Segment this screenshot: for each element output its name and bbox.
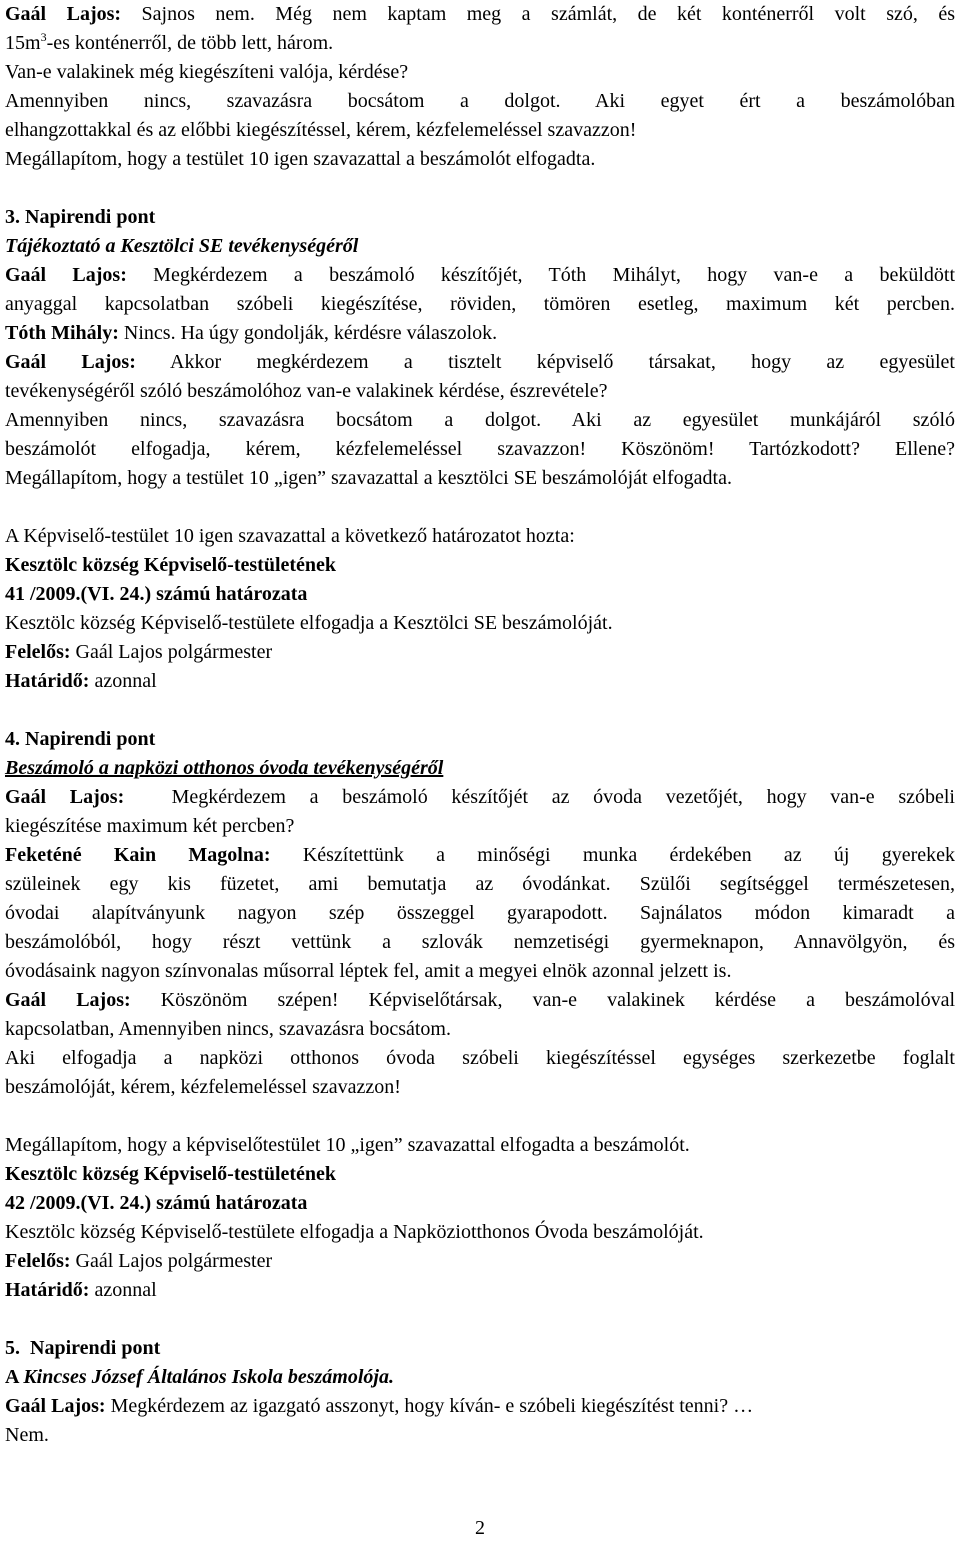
s4-p3-line-1: Gaál Lajos: Köszönöm szépen! Képviselőtársak, van-e valakinek kérdése a beszámolóval: [5, 989, 956, 1011]
s4-p3-line-3: Aki elfogadja a napközi otthonos óvoda szóbeli kiegészítéssel egységes szerkezetbe foglalt: [5, 1047, 955, 1069]
section-3-subtitle: Tájékoztató a Kesztölci SE tevékenységéről: [5, 235, 359, 257]
s3-resolution-text: Kesztölc község Képviselő-testülete elfogadja a Kesztölci SE beszámolóját.: [5, 612, 613, 634]
s4-p2-line-2: szüleinek egy kis füzetet, ami bemutatja az óvodánkat. Szülői segítséggel természetesen,: [5, 873, 955, 895]
s4-resolution-body: Kesztölc község Képviselő-testületének: [5, 1163, 337, 1185]
s4-p3-line-4: beszámolóját, kérem, kézfelemeléssel szavazzon!: [5, 1076, 401, 1098]
s4-p4: Megállapítom, hogy a képviselőtestület 10 „igen” szavazattal elfogadta a beszámolót.: [5, 1134, 690, 1156]
s4-p3-line-2: kapcsolatban, Amennyiben nincs, szavazásra bocsátom.: [5, 1018, 451, 1040]
section-5-subtitle: A Kincses József Általános Iskola beszámolója.: [5, 1366, 394, 1388]
s3-p1-line-1: Gaál Lajos: Megkérdezem a beszámoló készítőjét, Tóth Mihályt, hogy van-e a beküldött: [5, 264, 955, 286]
top-line-3: Van-e valakinek még kiegészíteni valója, kérdése?: [5, 61, 409, 83]
s4-resolution-number: 42 /2009.(VI. 24.) számú határozata: [5, 1192, 308, 1214]
s3-p1-line-2: anyaggal kapcsolatban szóbeli kiegészítése, röviden, tömören esetleg, maximum két percben.: [5, 293, 955, 315]
top-line-2: $15m^3-es$ konténerről, de több lett, három.: [5, 30, 334, 54]
s4-p1-line-2: kiegészítése maximum két percben?: [5, 815, 295, 837]
s4-p2-line-4: beszámolóból, hogy részt vettünk a szlovák nemzetiségi gyermeknapon, Annavölgyön, és: [5, 931, 955, 953]
s3-responsible: Felelős: Gaál Lajos polgármester: [5, 641, 273, 663]
speaker-name: Gaál Lajos:: [5, 786, 125, 808]
speaker-name: Gaál Lajos:: [5, 264, 127, 286]
section-4-heading: 4. Napirendi pont: [5, 728, 156, 750]
top-line-4: Amennyiben nincs, szavazásra bocsátom a dolgot. Aki egyet ért a beszámolóban: [5, 90, 955, 112]
s3-p3-line-4: beszámolót elfogadja, kérem, kézfelemeléssel szavazzon! Köszönöm! Tartózkodott? Ellene?: [5, 438, 955, 460]
s3-resolution-number: 41 /2009.(VI. 24.) számú határozata: [5, 583, 308, 605]
speaker-name: Gaál Lajos:: [5, 3, 122, 25]
s3-p3-line-1: Gaál Lajos: Akkor megkérdezem a tisztelt képviselő társakat, hogy az egyesület: [5, 351, 955, 373]
s4-p2-line-1: Feketéné Kain Magolna: Készítettünk a minőségi munka érdekében az új gyerekek: [5, 844, 955, 866]
page-number: 2: [475, 1517, 485, 1539]
speaker-name: Gaál Lajos:: [5, 351, 136, 373]
s4-resolution-text: Kesztölc község Képviselő-testülete elfogadja a Napköziotthonos Óvoda beszámolóját.: [5, 1221, 704, 1243]
s4-deadline: Határidő: azonnal: [5, 1279, 157, 1301]
s5-p1-line-2: Nem.: [5, 1424, 49, 1446]
speaker-name: Feketéné Kain Magolna:: [5, 844, 271, 866]
section-4-subtitle: Beszámoló a napközi otthonos óvoda tevékenységéről: [5, 757, 444, 779]
speaker-name: Tóth Mihály:: [5, 322, 119, 344]
s4-p1-line-1: Gaál Lajos: Megkérdezem a beszámoló készítőjét az óvoda vezetőjét, hogy van-e szóbeli: [5, 786, 955, 808]
s3-p3-line-2: tevékenységéről szóló beszámolóhoz van-e valakinek kérdése, észrevétele?: [5, 380, 608, 402]
top-line-1: Gaál Lajos: Sajnos nem. Még nem kaptam meg a számlát, de két konténerről volt szó, és: [5, 3, 956, 25]
s4-p2-line-5: óvodásaink nagyon színvonalas műsorral léptek fel, amit a megyei elnök azonnal jelzett is.: [5, 960, 732, 982]
speaker-name: Gaál Lajos:: [5, 1395, 106, 1417]
s3-p2: Tóth Mihály: Nincs. Ha úgy gondolják, kérdésre válaszolok.: [5, 322, 498, 344]
speaker-name: Gaál Lajos:: [5, 989, 131, 1011]
top-line-5: elhangzottakkal és az előbbi kiegészítéssel, kérem, kézfelemeléssel szavazzon!: [5, 119, 637, 141]
s4-p2-line-3: óvodai alapítványunk nagyon szép összeggel gyarapodott. Sajnálatos módon kimaradt a: [5, 902, 955, 924]
top-line-6: Megállapítom, hogy a testület 10 igen szavazattal a beszámolót elfogadta.: [5, 148, 596, 170]
s3-deadline: Határidő: azonnal: [5, 670, 157, 692]
section-3-heading: 3. Napirendi pont: [5, 206, 156, 228]
s3-p3-line-5: Megállapítom, hogy a testület 10 „igen” szavazattal a kesztölci SE beszámolóját elfogadta.: [5, 467, 732, 489]
s4-responsible: Felelős: Gaál Lajos polgármester: [5, 1250, 273, 1272]
s5-p1-line-1: Gaál Lajos: Megkérdezem az igazgató asszonyt, hogy kíván- e szóbeli kiegészítést tenni? …: [5, 1395, 754, 1417]
section-5-heading: 5. Napirendi pont: [5, 1337, 161, 1359]
s3-resolution-body: Kesztölc község Képviselő-testületének: [5, 554, 337, 576]
s3-p3-line-3: Amennyiben nincs, szavazásra bocsátom a dolgot. Aki az egyesület munkájáról szóló: [5, 409, 955, 431]
s3-resolution-intro: A Képviselő-testület 10 igen szavazattal a következő határozatot hozta:: [5, 525, 575, 547]
